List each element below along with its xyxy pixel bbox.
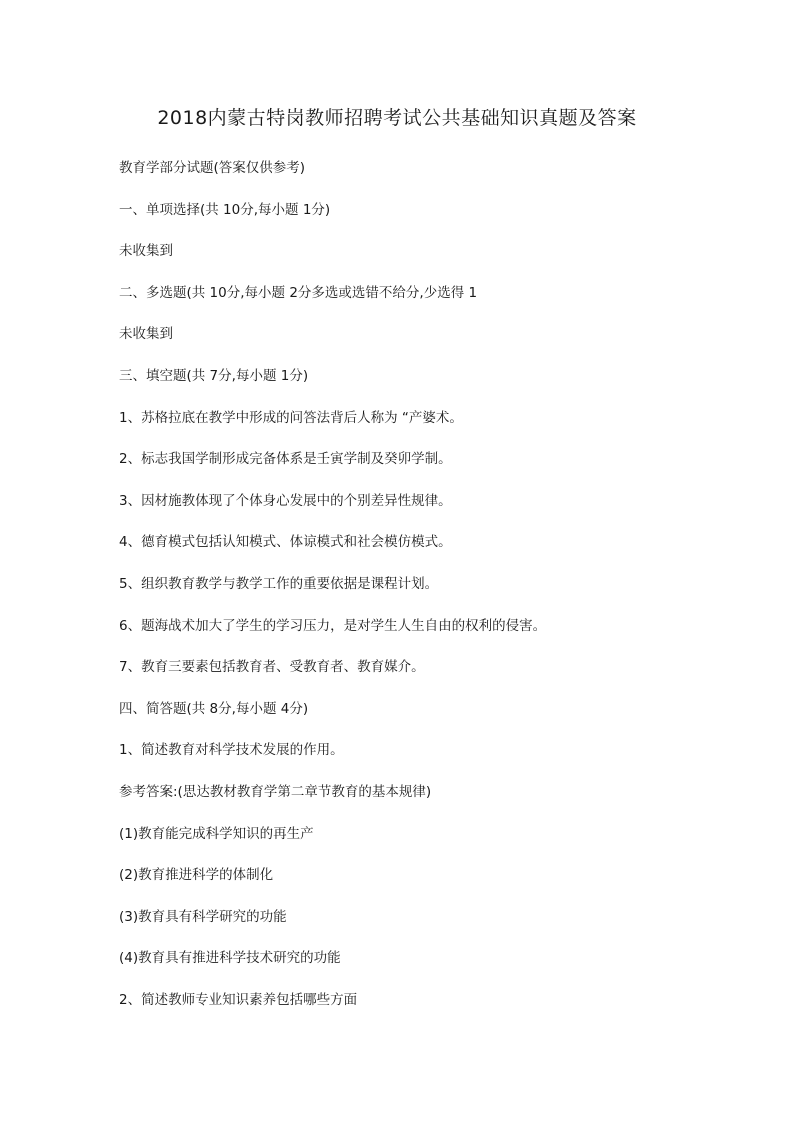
document-body [119,158,719,1031]
list-item: 6、题海战术加大了学生的学习压力，是对学生人生自由的权利的侵害。 [119,617,547,634]
answer-reference: 参考答案:(思达教材教育学第二章节教育的基本规律) [119,783,432,800]
paragraph-not-collected: 未收集到 [119,326,173,343]
answer-point: (2)教育推进科学的体制化 [119,867,274,884]
list-item: 7、教育三要素包括教育者、受教育者、教育媒介。 [119,659,425,676]
answer-point: (4)教育具有推进科学技术研究的功能 [119,950,341,967]
section-heading-multiple-choice: 二、多选题(共 10分,每小题 2分多选或选错不给分,少选得 1 [119,284,478,301]
answer-point: (3)教育具有科学研究的功能 [119,908,287,925]
list-item: 3、因材施教体现了个体身心发展中的个别差异性规律。 [119,492,452,509]
question: 1、简述教育对科学技术发展的作用。 [119,742,344,759]
list-item: 2、标志我国学制形成完备体系是壬寅学制及癸卯学制。 [119,451,452,468]
section-heading-fill-blank: 三、填空题(共 7分,每小题 1分) [119,367,309,384]
section-heading-single-choice: 一、单项选择(共 10分,每小题 1分) [119,201,331,218]
paragraph-not-collected: 未收集到 [119,243,173,260]
list-item: 4、德育模式包括认知模式、体谅模式和社会模仿模式。 [119,534,452,551]
document-title: 2018内蒙古特岗教师招聘考试公共基础知识真题及答案 [157,107,637,129]
list-item: 5、组织教育教学与教学工作的重要依据是课程计划。 [119,575,439,592]
list-item: 1、苏格拉底在教学中形成的问答法背后人称为 “产婆术。 [119,409,463,426]
answer-point: (1)教育能完成科学知识的再生产 [119,825,314,842]
section-heading-short-answer: 四、简答题(共 8分,每小题 4分) [119,700,309,717]
question: 2、简述教师专业知识素养包括哪些方面 [119,991,358,1008]
section-intro: 教育学部分试题(答案仅供参考) [119,160,306,176]
